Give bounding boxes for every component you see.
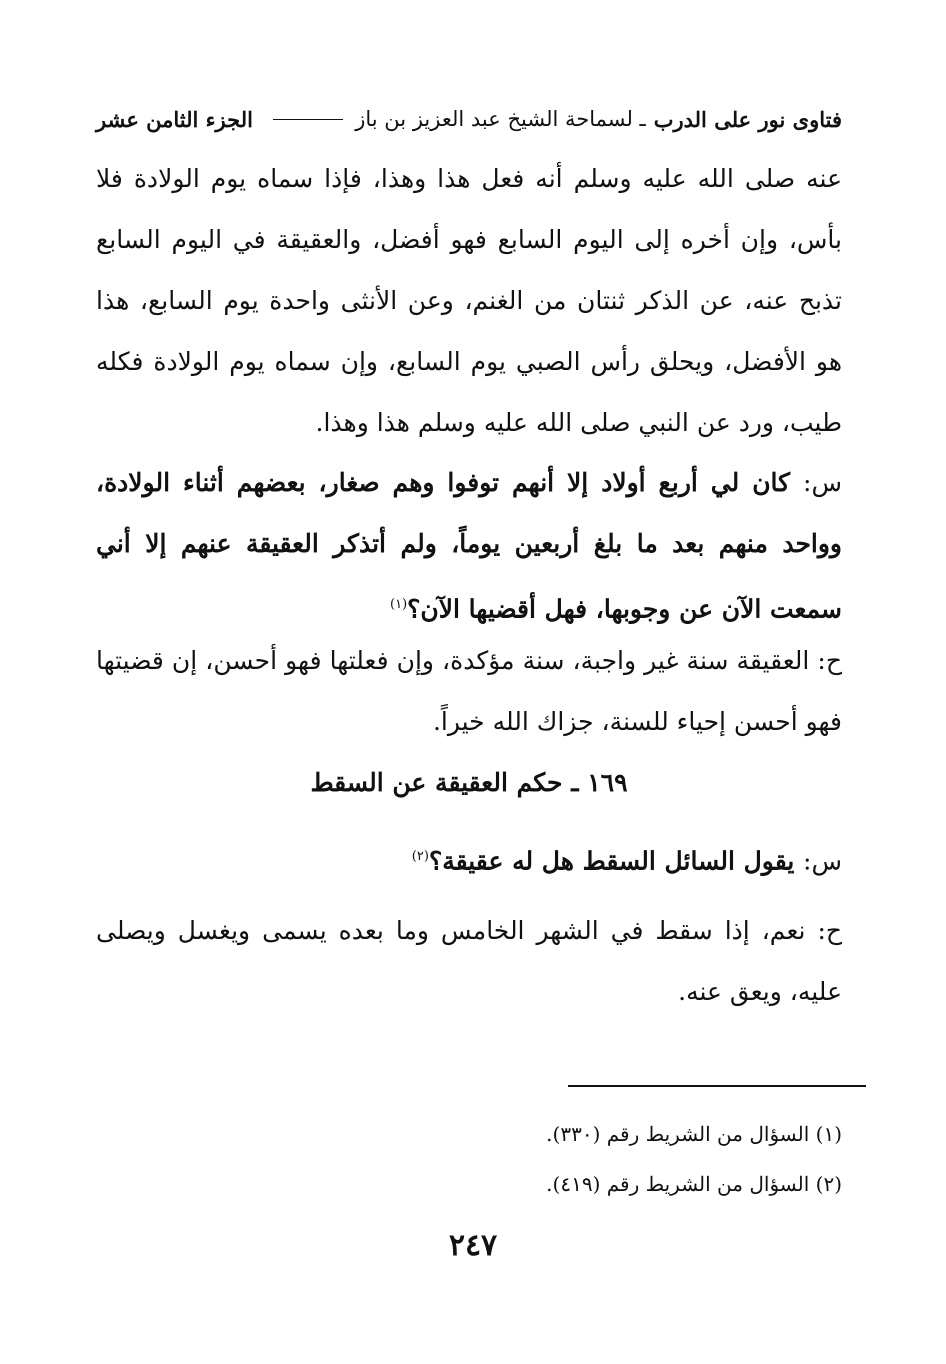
question-2 [96,826,842,891]
author-name: ـ لسماحة الشيخ عبد العزيز بن باز [355,107,646,131]
book-title: فتاوى نور على الدرب [653,106,842,132]
answer-continuation-paragraph: عنه صلى الله عليه وسلم أنه فعل هذا وهذا، فإذا سماه يوم الولادة فلا بأس، وإن أخره إلى اليوم السابع فهو أفضل، والعقيقة في اليوم السابع تذبح عنه، عن الذكر ثنتان من الغنم، وعن الأنثى واحدة يوم السابع، هذا هو الأفضل، ويحلق رأس الصبي يوم السابع، وإن سماه يوم الولادة فكله طيب، ورد عن النبي صلى الله عليه وسلم هذا وهذا. [96,164,842,437]
running-header [96,102,842,136]
answer-1: ح: العقيقة سنة غير واجبة، سنة مؤكدة، وإن فعلتها فهو أحسن، إن قضيتها فهو أحسن إحياء للسنة، جزاك الله خيراً. [96,646,842,736]
header-dash [273,119,343,120]
volume-label: الجزء الثامن عشر [96,106,253,132]
question-text: يقول السائل السقط هل له عقيقة؟ [428,846,795,876]
footnote-ref-2: (٢) [411,849,429,864]
footnote-separator [568,1085,866,1087]
question-prefix: س: [803,846,842,876]
page-number: ٢٤٧ [448,1228,498,1263]
question-1 [96,452,842,639]
section-heading: ١٦٩ ـ حكم العقيقة عن السقط [310,768,628,797]
footnote-ref-1: (١) [390,597,408,612]
footnote-1: (١) السؤال من الشريط رقم (٣٣٠). [546,1122,842,1146]
question-text: كان لي أربع أولاد إلا أنهم توفوا وهم صغار، بعضهم أثناء الولادة، وواحد منهم بعد ما بلغ أربعين يوماً، ولم أتذكر العقيقة عنهم إلا أني سمعت الآن عن وجوبها، فهل أقضيها الآن؟ [96,468,842,624]
question-prefix: س: [803,468,842,497]
footnote-2: (٢) السؤال من الشريط رقم (٤١٩). [546,1172,842,1196]
answer-2: ح: نعم، إذا سقط في الشهر الخامس وما بعده يسمى ويغسل ويصلى عليه، ويعق عنه. [96,916,842,1006]
